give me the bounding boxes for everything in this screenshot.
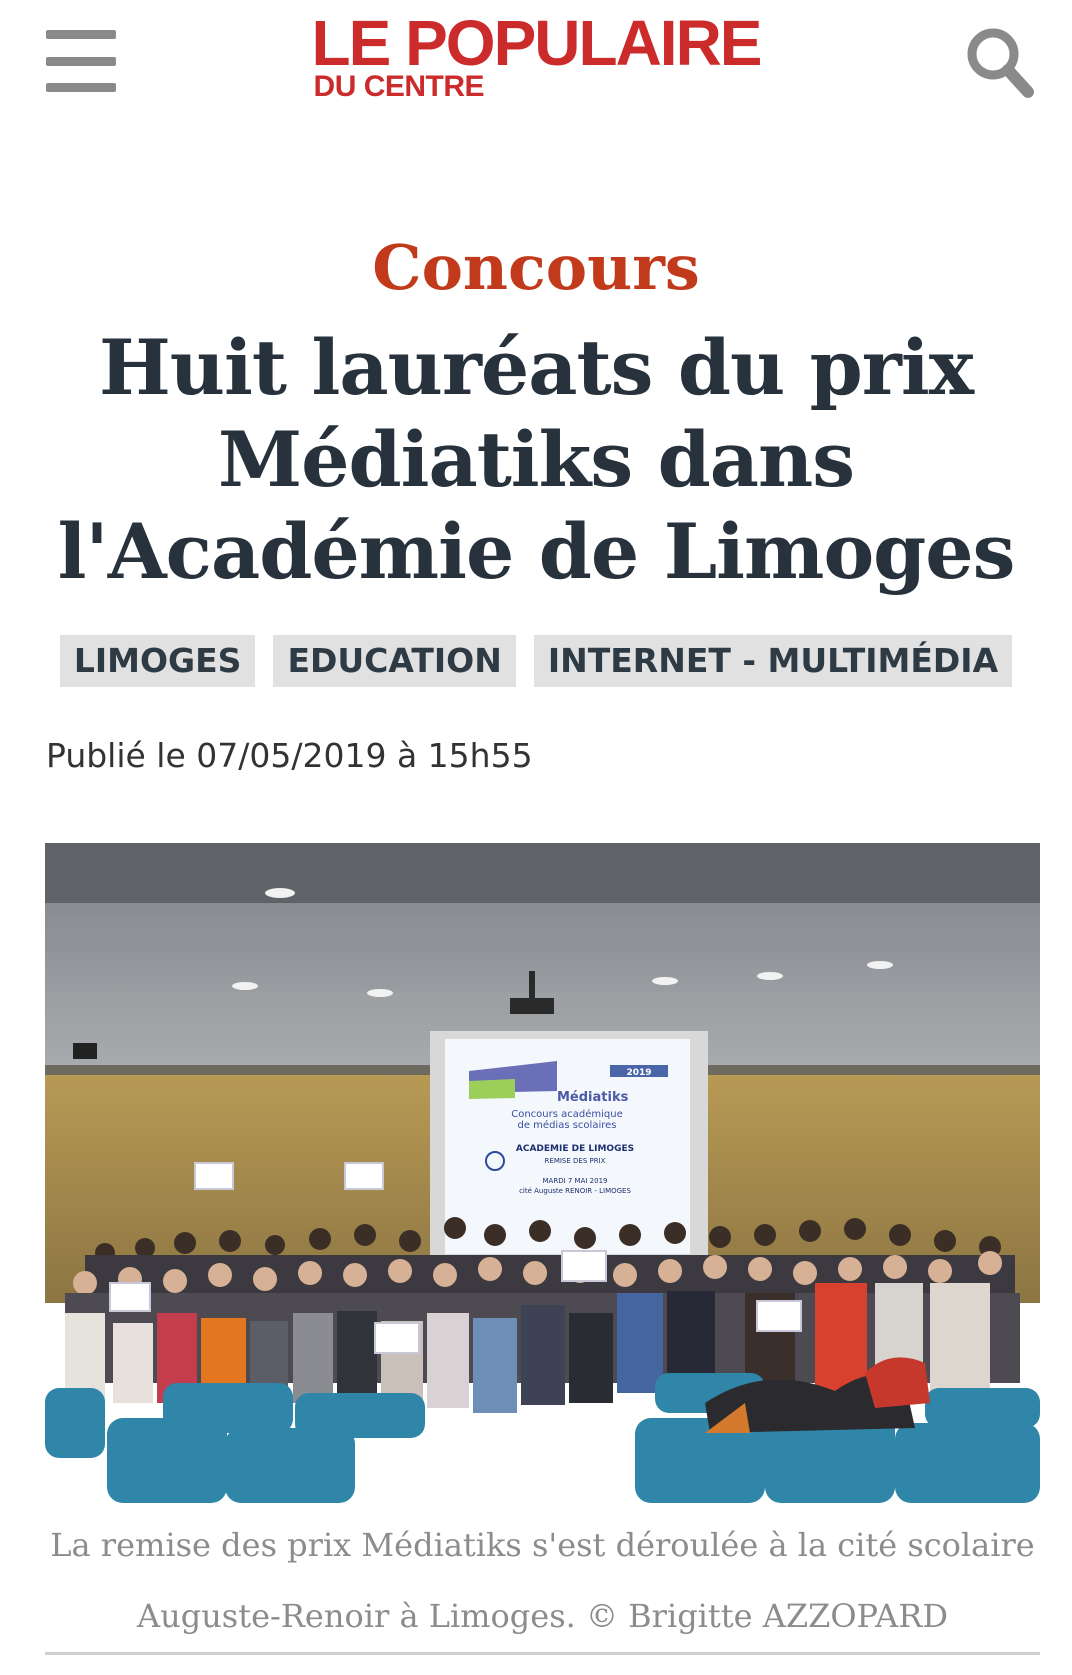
site-header xyxy=(0,0,1072,130)
screen-brand: Médiatiks xyxy=(557,1090,629,1105)
tag-education[interactable]: EDUCATION xyxy=(273,635,515,687)
site-logo xyxy=(0,7,1072,103)
screen-ceremony: REMISE DES PRIX xyxy=(544,1157,606,1165)
logo-sub-text: DU CENTRE xyxy=(313,70,485,103)
logo-main-text: LE POPULAIRE xyxy=(311,7,761,79)
search-icon[interactable] xyxy=(964,24,1036,100)
article-title xyxy=(40,322,1032,598)
screen-academy: ACADEMIE DE LIMOGES xyxy=(515,1144,635,1154)
screen-subtitle: Concours académique xyxy=(511,1109,623,1120)
tag-internet-multimedia[interactable]: INTERNET - MULTIMÉDIA xyxy=(534,635,1012,687)
publish-date: Publié le 07/05/2019 à 15h55 xyxy=(46,736,533,775)
site-logo-link[interactable] xyxy=(311,7,761,103)
screen-badge: 2019 xyxy=(626,1068,652,1078)
article-kicker: Concours xyxy=(372,231,700,304)
screen-venue: cité Auguste RENOIR - LIMOGES xyxy=(519,1187,631,1195)
title-line: l'Académie de Limoges xyxy=(57,507,1015,596)
article-photo xyxy=(45,843,1040,1503)
caption-divider xyxy=(45,1652,1040,1655)
ceremony-photo xyxy=(45,843,1040,1503)
photo-caption: La remise des prix Médiatiks s'est déroulée à la cité scolaire Auguste-Renoir à Limoges. © Brigitte AZZOPARD xyxy=(50,1526,1035,1635)
screen-subtitle: de médias scolaires xyxy=(517,1120,617,1131)
title-line: Huit lauréats du prix xyxy=(98,323,974,412)
tag-limoges[interactable]: LIMOGES xyxy=(60,635,256,687)
title-line: Médiatiks dans xyxy=(217,415,855,504)
screen-date: MARDI 7 MAI 2019 xyxy=(542,1177,608,1185)
article-tags xyxy=(0,635,1072,687)
